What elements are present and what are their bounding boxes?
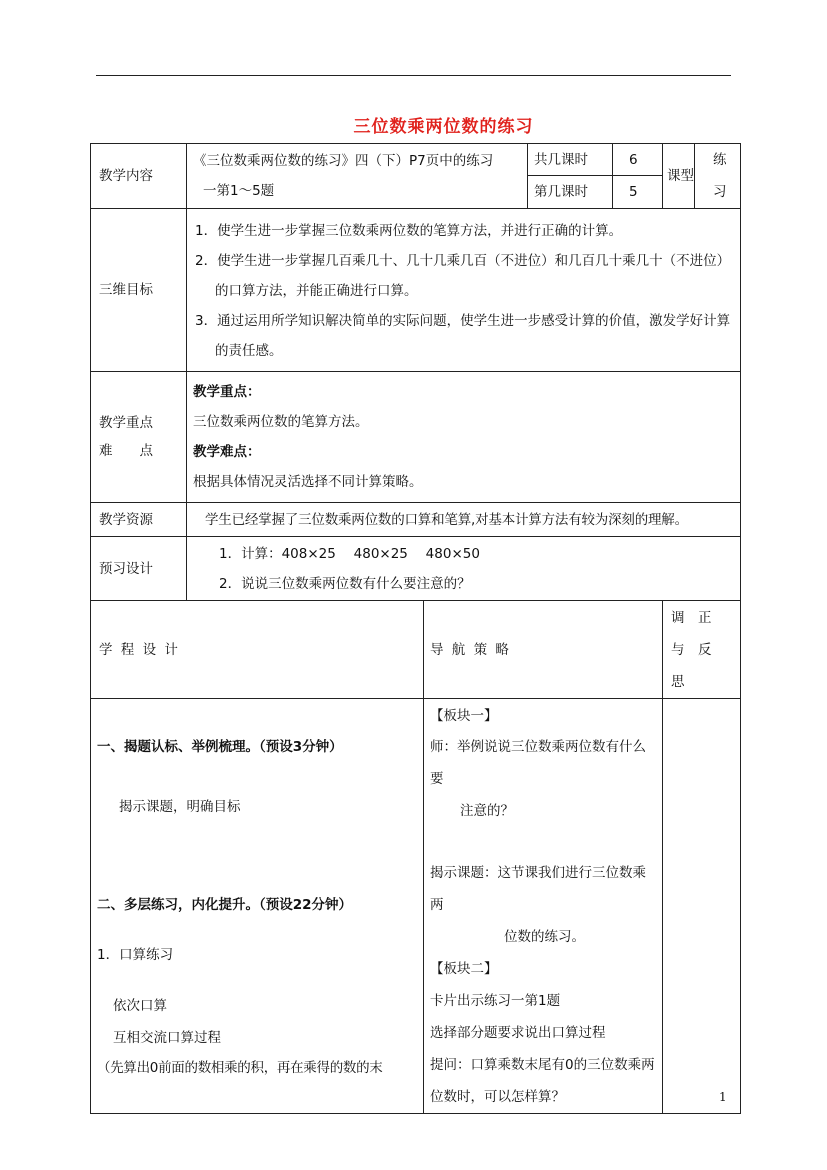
adjust-header-2: 与 反: [671, 641, 712, 658]
teacher-line-2: 注意的？: [460, 803, 514, 819]
oral-step-1: 依次口算: [113, 998, 167, 1014]
process-right-cell: [424, 699, 663, 1114]
oral-step-3: （先算出0前面的数相乘的积，再在乘得的数的末: [97, 1060, 383, 1076]
content-text-cell: [187, 144, 528, 209]
difficulty-title: 教学难点：: [193, 444, 261, 460]
lesson-type-label: 课型: [663, 144, 695, 209]
preview-item-2: 2．说说三位数乘两位数有什么要注意的？: [219, 575, 471, 592]
adjust-header-1: 调 正: [671, 609, 712, 626]
document-title: 三位数乘两位数的练习: [353, 117, 534, 137]
total-lessons-label: 共几课时: [528, 144, 613, 176]
section-2-title: 二、多层练习，内化提升。（预设22分钟）: [97, 897, 353, 913]
focus-title: 教学重点：: [193, 384, 261, 400]
block-2-title: 【板块二】: [430, 961, 498, 977]
goal-item-2: 2．使学生进一步掌握几百乘几十、几十几乘几百（不进位）和几百几十乘几十（不进位）的口算方法，并能正确进行口算。: [195, 253, 731, 299]
goal-item-1: 1．使学生进一步掌握三位数乘两位数的笔算方法，并进行正确的计算。: [195, 223, 623, 239]
lesson-order-label: 第几课时: [528, 176, 613, 209]
key-points-label-1: 教学重点: [99, 415, 153, 431]
adjust-header-3: 思: [671, 673, 685, 690]
key-points-label-2: 难 点: [99, 443, 153, 459]
adjust-header-cell: [663, 601, 741, 699]
difficulty-text: 根据具体情况灵活选择不同计算策略。: [193, 474, 423, 490]
total-lessons-value: 6: [613, 144, 663, 176]
header-rule: [96, 75, 731, 76]
adjust-body-cell: [663, 699, 741, 1114]
goal-item-3: 3．通过运用所学知识解决简单的实际问题，使学生进一步感受计算的价值，激发学好计算的责任感。: [195, 313, 731, 359]
lesson-plan-table: [90, 143, 741, 1114]
reveal-goal: 揭示课题，明确目标: [119, 799, 241, 815]
content-text-line1: 《三位数乘两位数的练习》四（下）P7页中的练习: [193, 153, 494, 169]
content-label: 教学内容: [91, 144, 187, 209]
choose-line: 选择部分题要求说出口算过程: [430, 1025, 606, 1041]
preview-label: 预习设计: [91, 537, 187, 601]
focus-text: 三位数乘两位数的笔算方法。: [193, 414, 369, 430]
ask-line-1: 提问：口算乘数末尾有0的三位数乘两: [430, 1057, 655, 1073]
process-left-cell: [91, 699, 424, 1114]
lesson-order-value: 5: [613, 176, 663, 209]
goals-label: 三维目标: [91, 209, 187, 372]
oral-practice: 1．口算练习: [97, 947, 174, 963]
preview-item-1: 1．计算：408×25 480×25 480×50: [219, 545, 480, 562]
goals-cell: [187, 209, 741, 372]
page-number: 1: [719, 1090, 727, 1104]
lesson-type-value-cell: [695, 144, 741, 209]
block-1-title: 【板块一】: [430, 708, 498, 724]
lesson-type-value-2: 习: [713, 184, 727, 200]
resources-label: 教学资源: [91, 503, 187, 537]
oral-step-2: 互相交流口算过程: [113, 1030, 221, 1046]
section-1-title: 一、揭题认标、举例梳理。（预设3分钟）: [97, 739, 343, 755]
reveal-line-2: 位数的练习。: [504, 929, 585, 945]
card-line: 卡片出示练习一第1题: [430, 993, 561, 1009]
design-header: 学 程 设 计: [91, 601, 424, 699]
key-points-cell: [187, 372, 741, 503]
resources-text: 学生已经掌握了三位数乘两位数的口算和笔算,对基本计算方法有较为深刻的理解。: [187, 503, 741, 537]
preview-cell: [187, 537, 741, 601]
lesson-type-value-1: 练: [713, 152, 727, 168]
strategy-header: 导 航 策 略: [424, 601, 663, 699]
teacher-line-1: 师：举例说说三位数乘两位数有什么要: [430, 739, 646, 787]
content-text-line2: 一第1～5题: [203, 183, 275, 199]
key-points-label-cell: [91, 372, 187, 503]
ask-line-2: 位数时，可以怎样算？: [430, 1089, 565, 1105]
reveal-line-1: 揭示课题：这节课我们进行三位数乘两: [430, 865, 646, 913]
